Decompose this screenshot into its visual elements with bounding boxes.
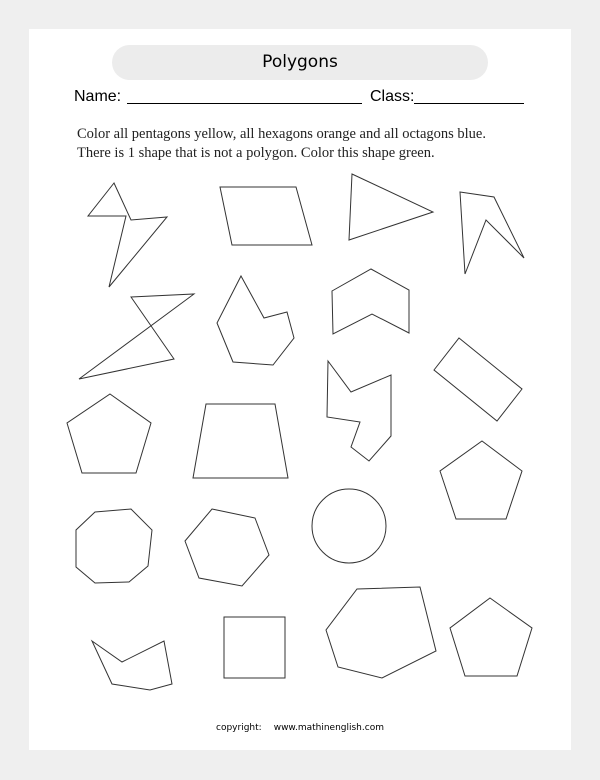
shape-pentagon-3[interactable] — [450, 598, 532, 676]
shape-concave-heptagon[interactable] — [217, 276, 294, 365]
shape-chevron-hexagon[interactable] — [332, 269, 409, 334]
shape-square[interactable] — [224, 617, 285, 678]
copyright-label: copyright: — [216, 723, 262, 733]
shape-triangle[interactable] — [349, 174, 433, 240]
shape-circle[interactable] — [312, 489, 386, 563]
shape-parallelogram[interactable] — [220, 187, 312, 245]
shape-concave-irregular-polygon[interactable] — [327, 361, 391, 461]
shape-octagon[interactable] — [76, 509, 152, 583]
class-label: Class: — [370, 88, 415, 105]
shape-pentagon-2[interactable] — [440, 441, 522, 519]
instruction-line-2: There is 1 shape that is not a polygon. Color this shape green. — [77, 145, 435, 161]
shape-trapezoid[interactable] — [193, 404, 288, 478]
website-link[interactable]: www.mathinenglish.com — [273, 723, 384, 733]
instruction-line-1: Color all pentagons yellow, all hexagons orange and all octagons blue. — [77, 126, 486, 142]
shape-thin-parallelogram[interactable] — [79, 294, 194, 379]
shape-arrowhead-polygon[interactable] — [460, 192, 524, 274]
name-label: Name: — [74, 88, 122, 105]
shape-hexagon[interactable] — [185, 509, 269, 586]
shape-pentagon-1[interactable] — [67, 394, 151, 473]
footer — [0, 723, 600, 733]
shape-concave-pentagon[interactable] — [92, 641, 172, 690]
page-title: Polygons — [112, 45, 488, 80]
shape-lightning-polygon[interactable] — [88, 183, 167, 287]
shape-rectangle[interactable] — [434, 338, 522, 421]
shape-irregular-hexagon[interactable] — [326, 587, 436, 678]
